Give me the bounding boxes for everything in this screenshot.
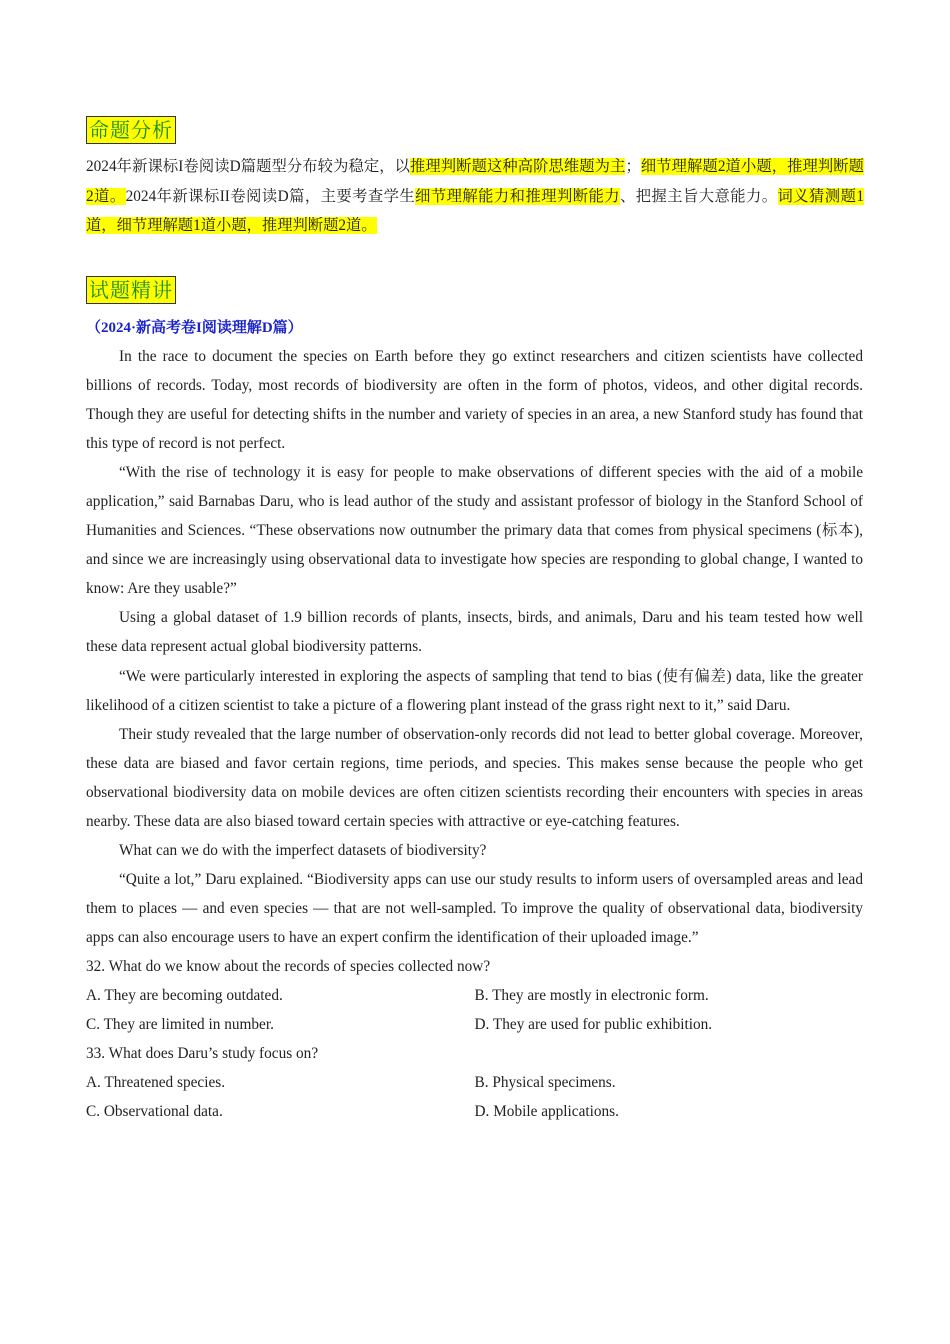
analysis-highlight: 细节理解能力和推理判断能力: [415, 187, 620, 205]
analysis-part: 、把握主旨大意能力。: [619, 187, 778, 205]
option-row: [86, 1068, 863, 1097]
analysis-part: 2024年新课标I卷阅读D篇题型分布较为稳定，以: [86, 158, 411, 175]
lecture-heading: 试题精讲: [86, 276, 176, 304]
passage-paragraph: “Quite a lot,” Daru explained. “Biodiversity apps can use our study results to inform users of oversampled areas and lead them to places — and even species — that are not well-sampled. To improve the quality of observational data, biodiversity apps can also encourage users to have an expert confirm the identification of their uploaded image.”: [86, 870, 863, 946]
option-d: D. They are used for public exhibition.: [474, 1016, 713, 1034]
reading-passage: [86, 342, 863, 1126]
option-row: [86, 1010, 863, 1039]
analysis-part: ；: [625, 158, 641, 175]
option-d: D. Mobile applications.: [474, 1103, 619, 1121]
option-row: [86, 981, 863, 1010]
option-a: A. They are becoming outdated.: [86, 987, 283, 1005]
option-c: C. They are limited in number.: [86, 1016, 274, 1034]
analysis-highlight: 词义猜测题1道，细节理解题1道小题，推理判断题2道。: [86, 187, 864, 235]
option-row: [86, 1097, 863, 1126]
analysis-part: 2024年新课标II卷阅读D篇，主要考查学生: [125, 187, 416, 205]
option-b: B. Physical specimens.: [474, 1074, 616, 1092]
analysis-highlight: 推理判断题这种高阶思维题为主: [410, 158, 626, 175]
question-stem: 33. What does Daru’s study focus on?: [86, 1045, 319, 1063]
analysis-text: [86, 152, 864, 241]
passage-paragraph: “With the rise of technology it is easy for people to make observations of different species with the aid of a mobile application,” said Barnabas Daru, who is lead author of the study and assistant professor of biology in the Stanford School of Humanities and Sciences. “These observations now outnumber the primary data that comes from physical specimens (标本), and since we are increasingly using observational data to investigate how species are responding to global change, I wanted to know: Are they usable?”: [86, 464, 863, 598]
option-a: A. Threatened species.: [86, 1074, 226, 1092]
option-b: B. They are mostly in electronic form.: [474, 987, 709, 1005]
passage-paragraph: Their study revealed that the large number of observation-only records did not lead to better global coverage. Moreover, these data are biased and favor certain regions, time periods, and species. This makes sense because the people who get observational biodiversity data on mobile devices are often citizen scientists recording their encounters with species in areas nearby. These data are also biased toward certain species with attractive or eye-catching features.: [86, 725, 863, 830]
passage-paragraph: What can we do with the imperfect datasets of biodiversity?: [119, 841, 487, 859]
passage-paragraph: “We were particularly interested in exploring the aspects of sampling that tend to bias (使有偏差) data, like the greater likelihood of a citizen scientist to take a picture of a flowering plant instead of the grass right next to it,” said Daru.: [86, 667, 863, 714]
analysis-highlight: 细节理解题2道小题，推理判断题2道。: [86, 158, 864, 205]
question-stem: 32. What do we know about the records of species collected now?: [86, 957, 491, 975]
option-c: C. Observational data.: [86, 1103, 223, 1121]
analysis-heading: 命题分析: [86, 116, 176, 144]
passage-paragraph: In the race to document the species on Earth before they go extinct researchers and citizen scientists have collected billions of records. Today, most records of biodiversity are often in the form of photos, videos, and other digital records. Though they are useful for detecting shifts in the number and variety of species in an area, a new Stanford study has found that this type of record is not perfect.: [86, 348, 863, 453]
passage-paragraph: Using a global dataset of 1.9 billion records of plants, insects, birds, and animals, Daru and his team tested how well these data represent actual global biodiversity patterns.: [86, 609, 863, 656]
passage-source: （2024·新高考卷I阅读理解D篇）: [86, 320, 303, 336]
